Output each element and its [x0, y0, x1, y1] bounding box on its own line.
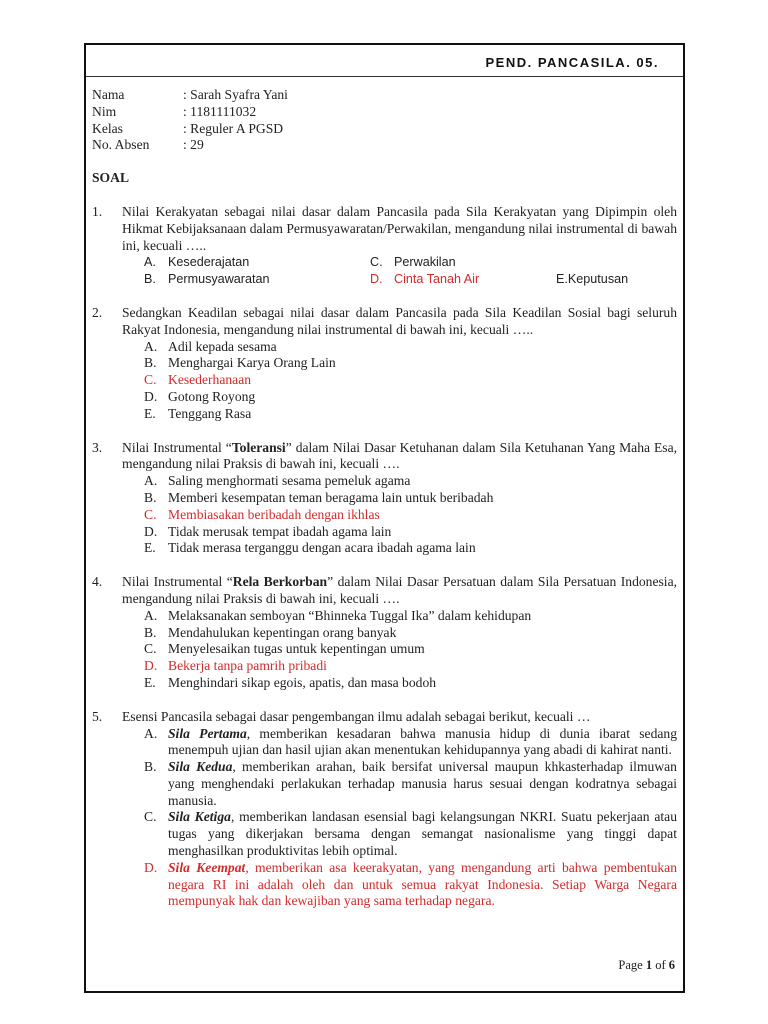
option	[144, 490, 677, 507]
page-number: 1	[645, 958, 653, 972]
question-stem: Nilai Kerakyatan sebagai nilai dasar dalam Pancasila pada Sila Kerakyatan yang Dipimpin oleh Hikmat Kebijaksanaan dalam Permusyawaratan/Perwakilan, mengandung nilai instrumental di bawah ini, kecuali …..	[122, 203, 677, 253]
sila-name: Sila Pertama	[168, 725, 247, 741]
option-text: Tidak merasa terganggu dengan acara ibadah agama lain	[168, 540, 476, 556]
stem-text: ” dalam Nilai Dasar Ketuhanan dalam Sila Ketuhanan Yang Maha Esa, mengandung nilai Praksis di bawah ini, kecuali ….	[122, 439, 678, 472]
option-letter: B.	[144, 759, 157, 775]
option-text: Menyelesaikan tugas untuk kepentingan umum	[168, 641, 425, 657]
info-value: : Sarah Syafra Yani	[183, 87, 288, 102]
option-letter: D.	[144, 523, 158, 539]
stem-keyword: Toleransi	[231, 439, 286, 455]
page-frame	[84, 43, 685, 993]
page-total: 6	[668, 958, 675, 972]
option-letter: C.	[144, 809, 157, 825]
option	[144, 675, 677, 692]
option	[144, 641, 677, 658]
info-label: No. Absen	[92, 137, 150, 153]
option-text: Kesederajatan	[168, 255, 250, 270]
section-title: SOAL	[92, 170, 130, 186]
stem-text: Nilai Instrumental “	[122, 574, 233, 590]
option-row	[144, 254, 677, 271]
option-text: , memberikan landasan esensial bagi kelangsungan NKRI. Suatu pekerjaan atau tugas yang dikerjakan bersama dengan semangat nasionalisme yang tinggi dapat menghasilkan produktivitas lebih optimal.	[168, 809, 677, 859]
option-text: Adil kepada sesama	[168, 338, 277, 354]
option-text: Permusyawaratan	[168, 272, 270, 287]
document-body	[92, 87, 677, 927]
option	[144, 809, 677, 859]
option	[144, 608, 677, 625]
option-letter: C.	[370, 255, 383, 270]
info-value: : 29	[183, 137, 204, 153]
info-label: Nama	[92, 87, 125, 102]
question-5	[92, 709, 677, 911]
answer-option	[144, 658, 677, 675]
option-text: Saling menghormati sesama pemeluk agama	[168, 473, 411, 489]
question-number: 4.	[92, 574, 103, 590]
option-letter: B.	[144, 272, 156, 287]
option-text: Membiasakan beribadah dengan ikhlas	[168, 506, 380, 522]
student-info	[92, 87, 677, 154]
answer-option	[144, 860, 677, 910]
option-text: , memberikan asa keerakyatan, yang mengandung arti bahwa pembentukan negara RI ini adalah oleh dan untuk semua rakyat Indonesia. Setiap Warga Negara mempunyak hak dan kewajiban yang sama terhadap negara.	[168, 859, 678, 909]
info-label: Nim	[92, 103, 117, 119]
option-letter: D.	[370, 272, 383, 287]
option-text: Tenggang Rasa	[168, 405, 252, 421]
option-text: E.Keputusan	[556, 272, 629, 287]
option-letter: B.	[144, 355, 157, 371]
question-4	[92, 574, 677, 692]
stem-text: ” dalam Nilai Dasar Persatuan dalam Sila Persatuan Indonesia, mengandung nilai Praksis di bawah ini, kecuali ….	[122, 574, 678, 606]
option-letter: D.	[144, 658, 158, 674]
answer-option	[144, 507, 677, 524]
option-text: Melaksanakan semboyan “Bhinneka Tuggal Ika” dalam kehidupan	[168, 607, 532, 623]
option	[144, 339, 677, 356]
option-letter: A.	[144, 473, 158, 489]
info-value: : 1181111032	[183, 103, 257, 119]
option-letter: C.	[144, 641, 157, 657]
info-label: Kelas	[92, 120, 123, 136]
question-number: 2.	[92, 304, 103, 320]
option	[144, 406, 677, 423]
option-letter: D.	[144, 388, 158, 404]
option-letter: C.	[144, 506, 157, 522]
option	[144, 389, 677, 406]
option-text: Menghargai Karya Orang Lain	[168, 355, 336, 371]
question-number: 3.	[92, 439, 103, 455]
option	[144, 473, 677, 490]
option-row	[144, 271, 677, 288]
option	[144, 759, 677, 809]
of-word: of	[655, 958, 666, 972]
option-text: Gotong Royong	[168, 388, 256, 404]
option-text: Perwakilan	[394, 255, 456, 270]
option-text: Memberi kesempatan teman beragama lain untuk beribadah	[168, 489, 494, 505]
page-word: Page	[618, 958, 643, 972]
question-1	[92, 204, 677, 288]
option-letter: B.	[144, 624, 157, 640]
option-text: Bekerja tanpa pamrih pribadi	[168, 658, 327, 674]
question-stem: Sedangkan Keadilan sebagai nilai dasar dalam Pancasila pada Sila Keadilan Sosial bagi seluruh Rakyat Indonesia, mengandung nilai instrumental di bawah ini, kecuali …..	[122, 304, 677, 337]
option	[144, 726, 677, 760]
question-2	[92, 305, 677, 423]
header-rule	[86, 76, 683, 77]
option-letter: C.	[144, 372, 157, 388]
question-number: 5.	[92, 708, 103, 724]
option-text: , memberikan arahan, baik bersifat universal maupun khkasterhadap ilmuwan yang menghendaki perlakukan terhadap manusia harus sesuai dengan kodratnya sebagai manusia.	[168, 759, 677, 808]
option-text: Kesederhanaan	[168, 372, 252, 388]
option-letter: E.	[144, 674, 156, 690]
option-text: Menghindari sikap egois, apatis, dan masa bodoh	[168, 674, 437, 690]
option-letter: A.	[144, 255, 156, 270]
option	[144, 540, 677, 557]
question-stem: Esensi Pancasila sebagai dasar pengembangan ilmu adalah sebagai berikut, kecuali …	[122, 708, 591, 724]
option-letter: D.	[144, 859, 158, 875]
document-header: PEND. PANCASILA. 05.	[485, 55, 659, 70]
option-letter: B.	[144, 489, 157, 505]
option	[144, 524, 677, 541]
page-footer	[618, 958, 675, 973]
info-row-kelas	[92, 121, 677, 138]
option	[144, 625, 677, 642]
question-stem	[122, 574, 677, 608]
answer-option	[144, 372, 677, 389]
option-letter: E.	[144, 540, 156, 556]
question-3	[92, 440, 677, 558]
option-text: Tidak merusak tempat ibadah agama lain	[168, 523, 392, 539]
info-value: : Reguler A PGSD	[183, 120, 284, 136]
option	[144, 355, 677, 372]
option-text: Mendahulukan kepentingan orang banyak	[168, 624, 397, 640]
option-text: , memberikan kesadaran bahwa manusia hidup di dunia ibarat sedang menempuh ujian dan hasil ujian akan menentukan kehidupannya yang abadi di kahirat nanti.	[168, 725, 677, 758]
sila-name: Sila Kedua	[168, 759, 233, 775]
info-row-nim	[92, 104, 677, 121]
sila-name: Sila Keempat	[168, 859, 246, 875]
question-stem	[122, 440, 677, 474]
info-row-nama	[92, 87, 677, 104]
info-row-absen	[92, 137, 677, 154]
option-letter: A.	[144, 607, 158, 623]
stem-text: Nilai Instrumental “	[122, 439, 232, 455]
option-letter: E.	[144, 405, 156, 421]
answer-option: Cinta Tanah Air	[394, 272, 480, 287]
option-letter: A.	[144, 725, 158, 741]
sila-name: Sila Ketiga	[168, 809, 231, 825]
stem-keyword: Rela Berkorban	[232, 574, 328, 590]
question-number: 1.	[92, 203, 103, 219]
option-letter: A.	[144, 338, 158, 354]
